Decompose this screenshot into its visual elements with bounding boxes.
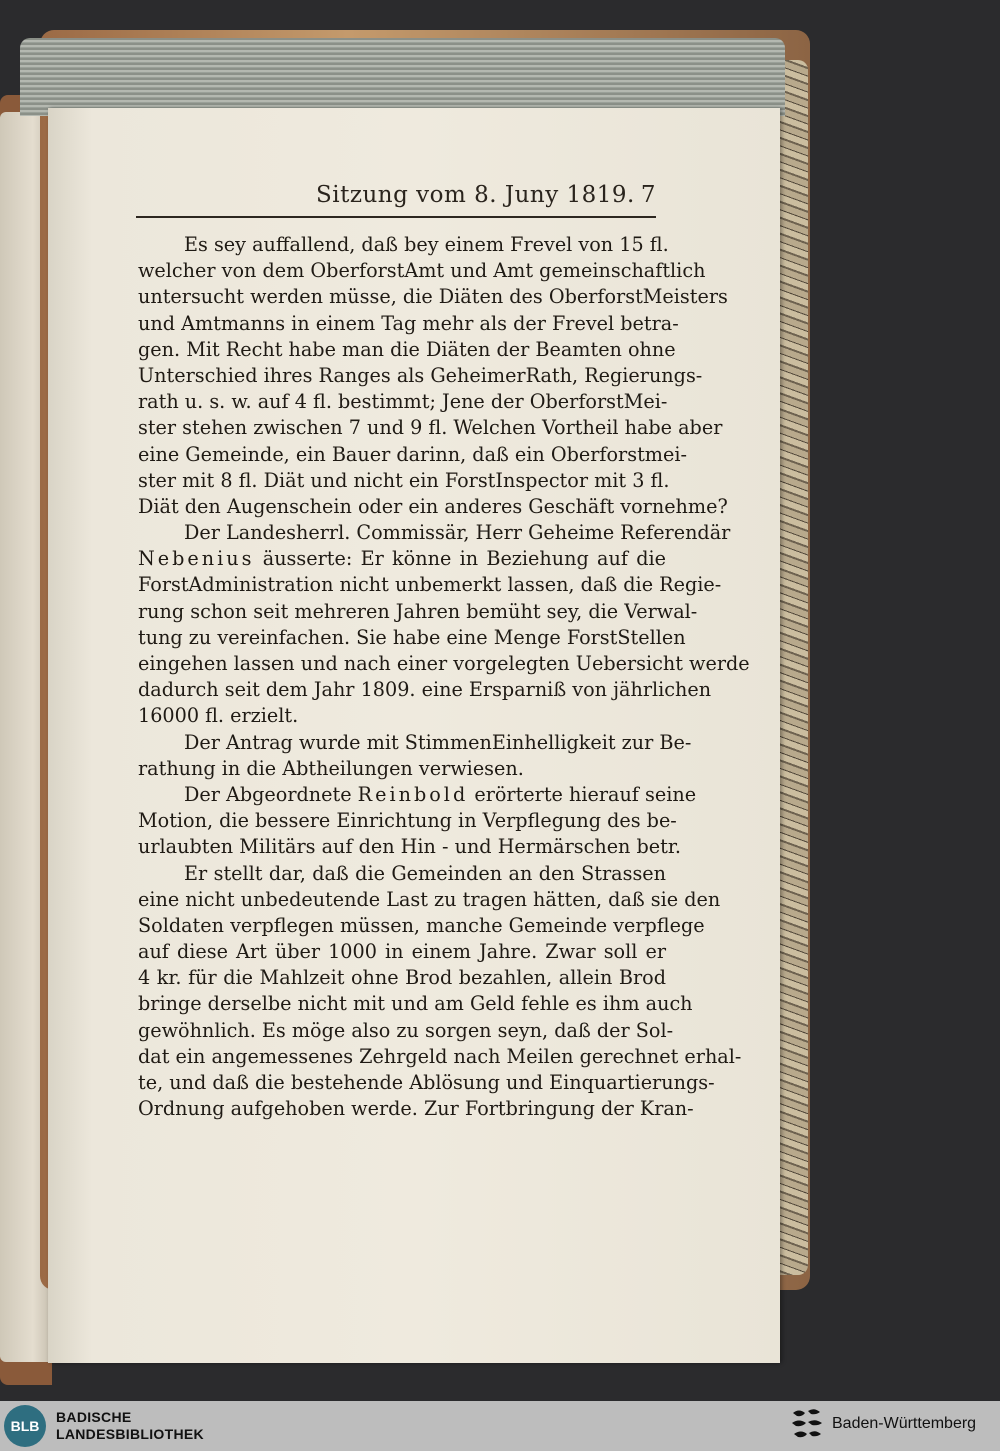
page-header	[136, 178, 656, 218]
text-line: Soldaten verpflegen müssen, manche Gemeinde verpflege	[138, 913, 705, 937]
text-line: Es sey auffallend, daß bey einem Frevel von 15 fl.	[184, 233, 669, 256]
spaced-name: Nebenius	[138, 547, 255, 571]
text-line: Der Landesherrl. Commissär, Herr Geheime Referendär	[184, 521, 731, 545]
text-line: dadurch seit dem Jahr 1809. eine Ersparniß von jährlichen	[138, 678, 712, 702]
text-line: Unterschied ihres Ranges als GeheimerRath, Regierungs-	[138, 363, 703, 387]
text-line: Der Antrag wurde mit StimmenEinhelligkeit zur Be-	[184, 730, 692, 754]
text-line: welcher von dem OberforstAmt und Amt gemeinschaftlich	[138, 259, 706, 283]
baden-wuerttemberg-lions-icon[interactable]	[790, 1407, 824, 1445]
text-line: bringe derselbe nicht mit und am Geld fehle es ihm auch	[138, 992, 693, 1016]
text-line: rung schon seit mehreren Jahren bemüht sey, die Verwal-	[138, 599, 698, 623]
text-line: eine nicht unbedeutende Last zu tragen hätten, daß sie den	[138, 887, 721, 911]
header-rule	[136, 216, 656, 218]
blb-logo-icon[interactable]: BLB	[4, 1405, 46, 1447]
text-line: und Amtmanns in einem Tag mehr als der Frevel betra-	[138, 311, 679, 335]
text-line: rath u. s. w. auf 4 fl. bestimmt; Jene der OberforstMei-	[138, 390, 668, 414]
state-name[interactable]: Baden-Württemberg	[832, 1415, 977, 1432]
text-line: 4 kr. für die Mahlzeit ohne Brod bezahlen, allein Brod	[138, 966, 666, 990]
text-line: untersucht werden müsse, die Diäten des OberforstMeisters	[138, 285, 728, 309]
text-line: dat ein angemessenes Zehrgeld nach Meilen gerechnet erhal-	[138, 1044, 742, 1068]
running-head: Sitzung vom 8. Juny 1819.	[316, 182, 635, 208]
text-line: urlaubten Militärs auf den Hin - und Hermärschen betr.	[138, 835, 682, 859]
text-line: gen. Mit Recht habe man die Diäten der Beamten ohne	[138, 337, 676, 361]
library-name[interactable]	[56, 1409, 204, 1443]
text-line: Er stellt dar, daß die Gemeinden an den Strassen	[184, 861, 666, 885]
text-line: ster stehen zwischen 7 und 9 fl. Welchen Vortheil habe aber	[138, 416, 723, 440]
text-line: eingehen lassen und nach einer vorgelegten Uebersicht werde	[138, 652, 750, 675]
text-line: rathung in die Abtheilungen verwiesen.	[138, 756, 524, 780]
text-line: eine Gemeinde, ein Bauer darinn, daß ein Oberforstmei-	[138, 442, 687, 466]
text-line: Der Abgeordnete Reinbold erörterte hierauf seine	[184, 782, 697, 806]
footer-bar	[0, 1401, 1000, 1451]
text-line: ForstAdministration nicht unbemerkt lassen, daß die Regie-	[138, 573, 722, 597]
text-line: Ordnung aufgehoben werde. Zur Fortbringung der Kran-	[138, 1097, 694, 1121]
text-line: Motion, die bessere Einrichtung in Verpflegung des be-	[138, 809, 677, 833]
page-block-top	[20, 38, 785, 116]
text-line: ster mit 8 fl. Diät und nicht ein ForstInspector mit 3 fl.	[138, 468, 670, 492]
library-name-line1: BADISCHE	[56, 1409, 132, 1425]
text-line: 16000 fl. erzielt.	[138, 704, 299, 728]
spaced-name: Reinbold	[357, 782, 469, 806]
text-line: Nebenius äusserte: Er könne in Beziehung auf die	[138, 547, 666, 571]
text-line: te, und daß die bestehende Ablösung und Einquartierungs-	[138, 1071, 715, 1094]
text-line: gewöhnlich. Es möge also zu sorgen seyn, daß der Sol-	[138, 1018, 674, 1042]
text-line: auf diese Art über 1000 in einem Jahre. Zwar soll er	[138, 940, 666, 964]
text-line: Diät den Augenschein oder ein anderes Geschäft vornehme?	[138, 494, 728, 518]
body-text	[138, 232, 750, 1122]
library-name-line2: LANDESBIBLIOTHEK	[56, 1426, 204, 1442]
text-line: tung zu vereinfachen. Sie habe eine Menge ForstStellen	[138, 625, 686, 649]
book-page	[48, 108, 780, 1363]
page-number: 7	[640, 182, 656, 208]
